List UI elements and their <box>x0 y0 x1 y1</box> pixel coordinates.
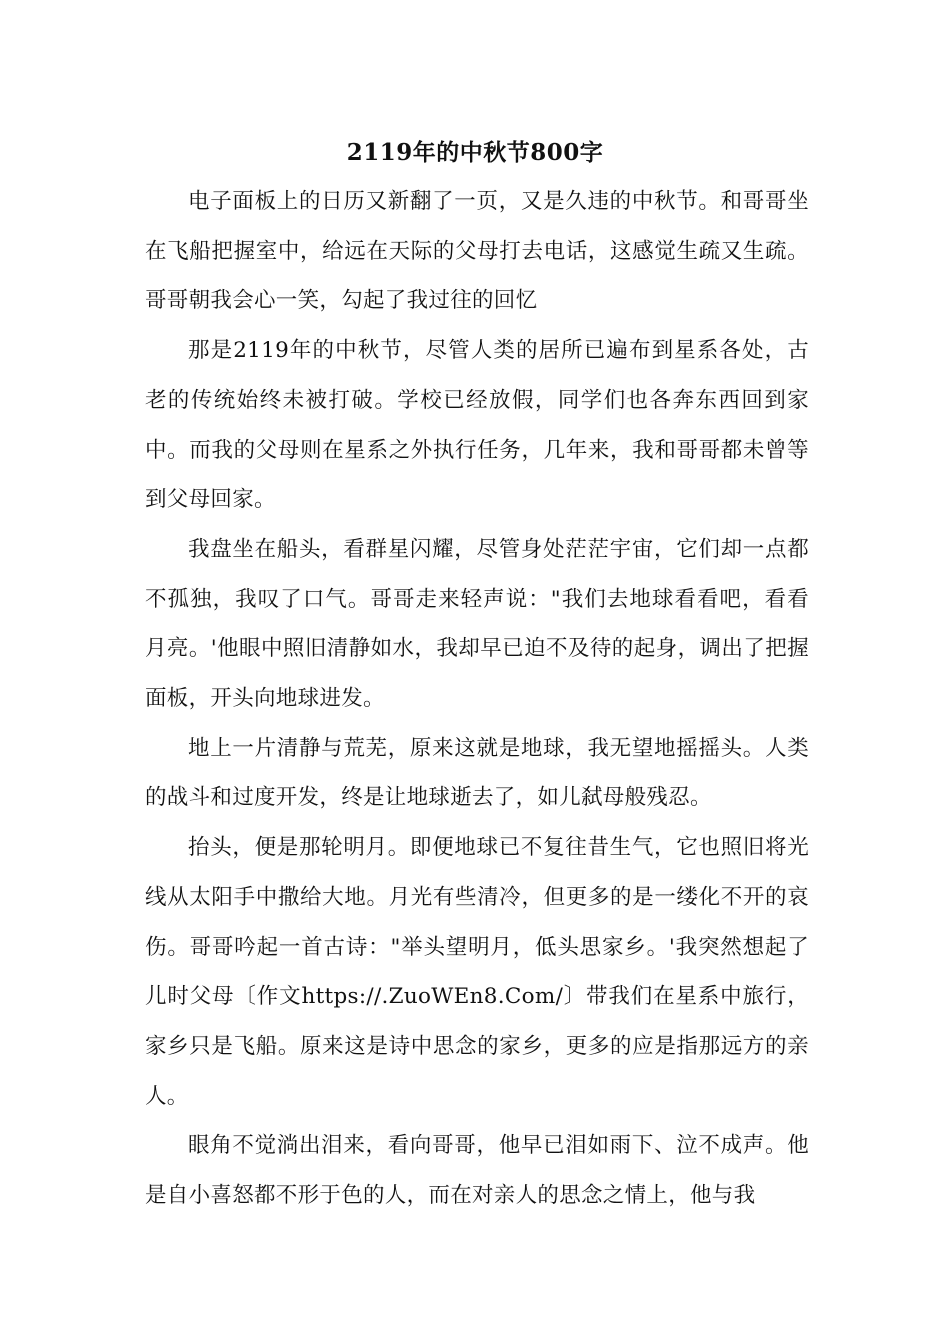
paragraph: 地上一片清静与荒芜，原来这就是地球，我无望地摇摇头。人类的战斗和过度开发，终是让地球逝去了，如儿弑母般残忍。 <box>145 735 809 811</box>
document-title: 2119年的中秋节800字 <box>346 139 604 166</box>
paragraph: 抬头，便是那轮明月。即便地球已不复往昔生气，它也照旧将光线从太阳手中撒给大地。月光有些清冷，但更多的是一缕化不开的哀伤。哥哥吟起一首古诗："举头望明月，低头思家乡。'我突然想起了儿时父母〔作文https://.ZuoWEn8.Com/〕带我们在星系中旅行，家乡只是飞船。原来这是诗中思念的家乡，更多的应是指那远方的亲人。 <box>145 835 809 1109</box>
paragraph: 我盘坐在船头，看群星闪耀，尽管身处茫茫宇宙，它们却一点都不孤独，我叹了口气。哥哥走来轻声说："我们去地球看看吧，看看月亮。'他眼中照旧清静如水，我却早已迫不及待的起身，调出了把握面板，开头向地球进发。 <box>145 536 809 712</box>
paragraph: 眼角不觉淌出泪来，看向哥哥，他早已泪如雨下、泣不成声。他是自小喜怒都不形于色的人，而在对亲人的思念之情上，他与我 <box>145 1133 809 1209</box>
paragraph: 电子面板上的日历又新翻了一页，又是久违的中秋节。和哥哥坐在飞船把握室中，给远在天际的父母打去电话，这感觉生疏又生疏。哥哥朝我会心一笑，勾起了我过往的回忆 <box>145 189 809 314</box>
paragraph: 那是2119年的中秋节，尽管人类的居所已遍布到星系各处，古老的传统始终未被打破。学校已经放假，同学们也各奔东西回到家中。而我的父母则在星系之外执行任务，几年来，我和哥哥都未曾等到父母回家。 <box>145 338 809 513</box>
document-body <box>145 177 809 1221</box>
